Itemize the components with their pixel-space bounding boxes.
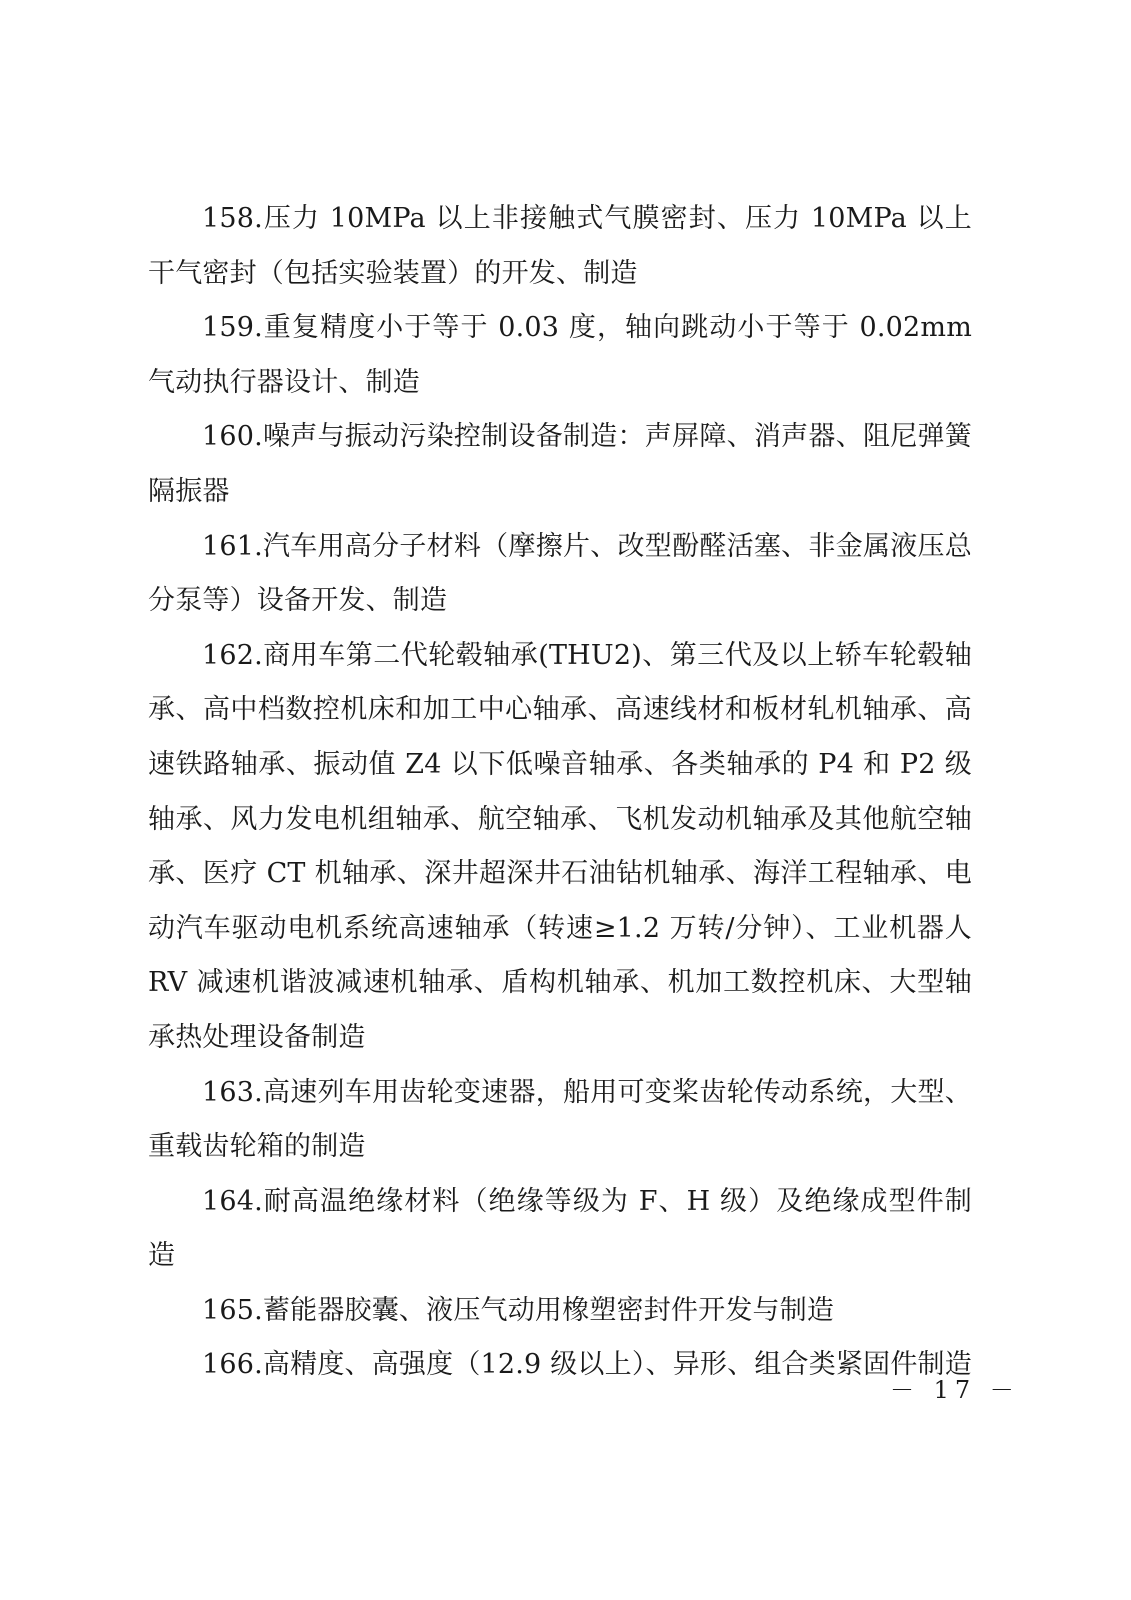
list-item-164: 164.耐高温绝缘材料（绝缘等级为 F、H 级）及绝缘成型件制造 xyxy=(148,1185,972,1272)
list-item-166: 166.高精度、高强度（12.9 级以上）、异形、组合类紧固件制造 xyxy=(202,1349,972,1381)
list-item-158: 158.压力 10MPa 以上非接触式气膜密封、压力 10MPa 以上干气密封（包括实验装置）的开发、制造 xyxy=(148,203,972,289)
list-item-162: 162.商用车第二代轮毂轴承(THU2)、第三代及以上轿车轮毂轴承、高中档数控机床和加工中心轴承、高速线材和板材轧机轴承、高速铁路轴承、振动值 Z4 以下低噪音轴承、各类轴承的 P4 和 P2 级轴承、风力发电机组轴承、航空轴承、飞机发动机轴承及其他航空轴承、医疗 CT 机轴承、深井超深井石油钻机轴承、海洋工程轴承、电动汽车驱动电机系统高速轴承（转速≥1.2 万转/分钟）、工业机器人 RV 减速机谐波减速机轴承、盾构机轴承、机加工数控机床、大型轴承热处理设备制造 xyxy=(148,639,972,1053)
list-item-161: 161.汽车用高分子材料（摩擦片、改型酚醛活塞、非金属液压总分泵等）设备开发、制造 xyxy=(148,530,972,617)
page-number: － 17 － xyxy=(890,1376,1020,1404)
list-item-160: 160.噪声与振动污染控制设备制造：声屏障、消声器、阻尼弹簧隔振器 xyxy=(148,421,972,507)
list-item-163: 163.高速列车用齿轮变速器，船用可变桨齿轮传动系统，大型、重载齿轮箱的制造 xyxy=(148,1076,972,1163)
list-item-165: 165.蓄能器胶囊、液压气动用橡塑密封件开发与制造 xyxy=(202,1294,835,1326)
document-body xyxy=(148,192,972,1393)
list-item-159: 159.重复精度小于等于 0.03 度，轴向跳动小于等于 0.02mm 气动执行器设计、制造 xyxy=(148,312,972,398)
